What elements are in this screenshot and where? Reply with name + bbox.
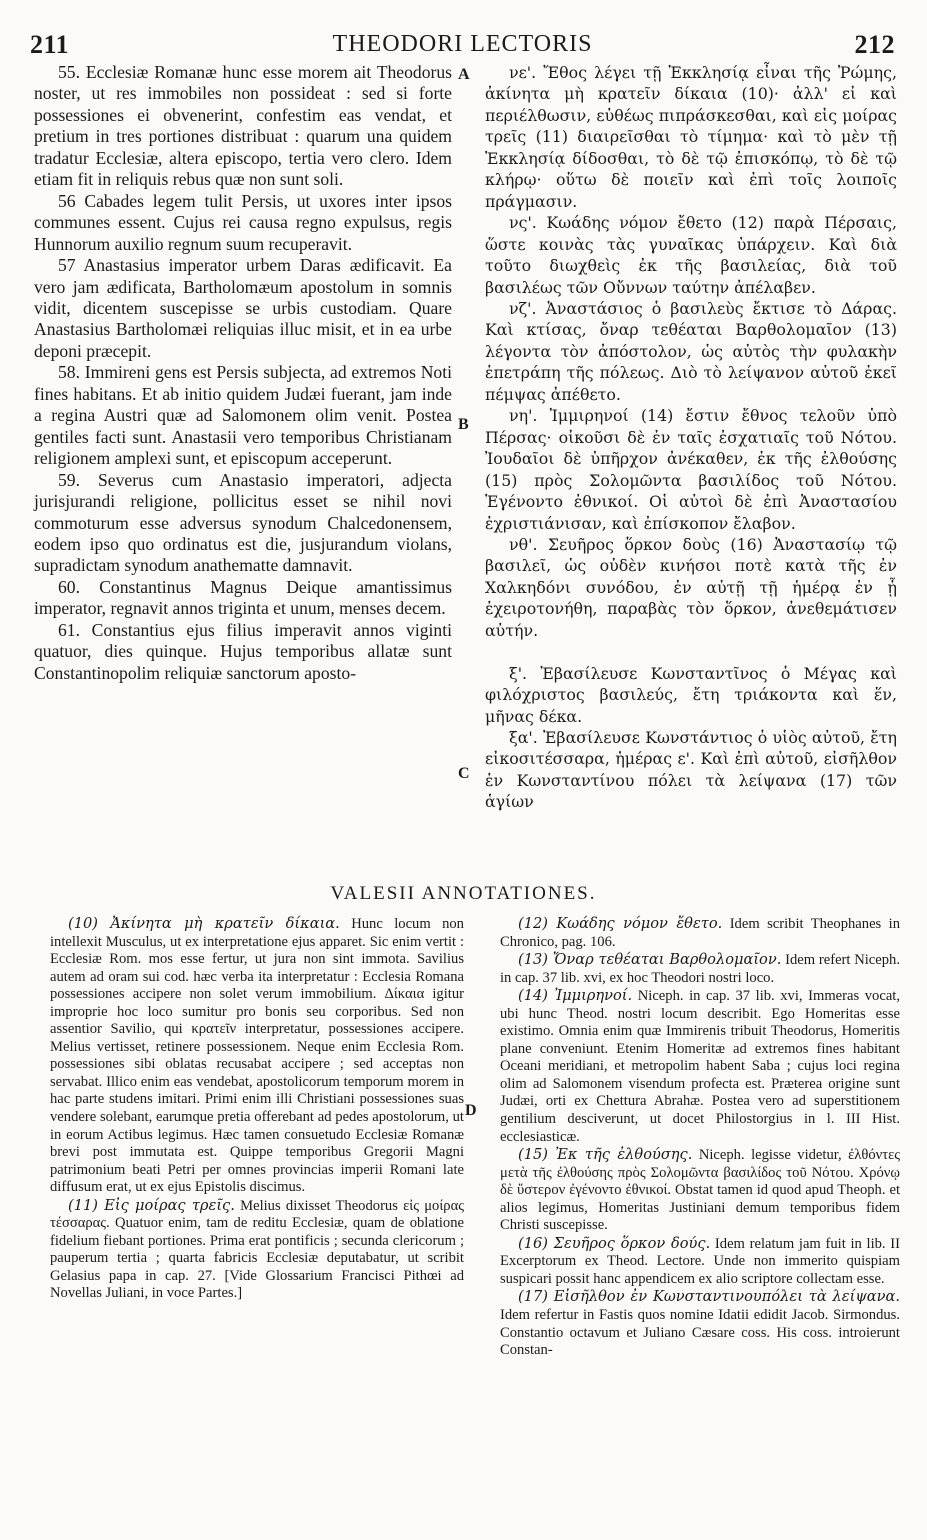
note-lemma: (13) Ὄναρ τεθέαται Βαρθολομαῖον. bbox=[518, 951, 782, 969]
latin-paragraph-58: 58. Immireni gens est Persis subjecta, ad extremos Noti fines habitans. Et ab initio quidem Judæi fuerant, jam inde a regina Austri quæ ad Salomonem olim venit. Postea gentiles facti sunt. Anastasii vero temporibus Christianam religionem amplexi sunt, et episcopum acceperunt. bbox=[34, 362, 452, 469]
left-page-number: 211 bbox=[30, 30, 70, 59]
note-13 bbox=[500, 951, 900, 987]
note-text: Niceph. in cap. 37 lib. xvi, Immeras vocat, ubi hunc Theod. nostri locum describit. Ego Homeritas esse existimo. Omnia enim quæ Immirenis tribuit Theodorus, Homeritis plane conveniunt. Etenim Homeritæ ad extremos fines habitant Oceani meridiani, et metropolim habent Saba ; cujus loci regina olim ad Salomonem visendum profecta est. Præterea origine sunt Judæi, orti ex Chettura Abrahæ. Postea vero ad superstitionem gentilium desciverunt, ut docet Philostorgius in l. III Hist. ecclesiasticæ. bbox=[500, 988, 901, 1145]
note-lemma: (16) Σευῆρος ὅρκον δούς. bbox=[518, 1234, 711, 1252]
note-17 bbox=[500, 1288, 900, 1359]
note-16 bbox=[500, 1235, 900, 1289]
greek-text-column bbox=[485, 62, 897, 870]
margin-letter-a: A bbox=[458, 66, 470, 83]
margin-letter-d: D bbox=[465, 1102, 477, 1119]
note-11 bbox=[50, 1197, 464, 1303]
note-lemma: (11) Εἰς μοίρας τρεῖς. bbox=[68, 1196, 235, 1214]
page-header bbox=[30, 30, 895, 60]
latin-paragraph-61: 61. Constantius ejus filius imperavit annos viginti quatuor, dies quinque. Hujus temporibus allatæ sunt Constantinopolim reliquiæ sanctorum aposto- bbox=[34, 619, 452, 683]
latin-paragraph-57: 57 Anastasius imperator urbem Daras ædificavit. Ea vero jam ædificata, Bartholomæum apostolum in somnis vidit, dicentem suscepisse se urbis custodiam. Quare Anastasius Bartholomæi reliquias illuc misit, et in ea urbe deponi præcepit. bbox=[34, 255, 452, 361]
running-title: THEODORI LECTORIS bbox=[332, 31, 593, 57]
note-lemma: (17) Εἰσῆλθον ἐν Κωνσταντινουπόλει τὰ λείψανα. bbox=[518, 1288, 900, 1306]
paragraph-gap bbox=[485, 641, 897, 662]
latin-paragraph-60: 60. Constantinus Magnus Deique amantissimus imperator, regnavit annos triginta et unum, menses decem. bbox=[34, 576, 452, 619]
note-text: Melius dixisset Theodorus εἰς μοίρας τέσσαρας. Quatuor enim, tam de reditu Ecclesiæ, quam de oblatione fidelium fiebant portiones. Prima erat pontificis ; secunda clericorum ; pauperum tertia ; quarta fabricis Ecclesiæ deputabatur, ut scribit Gelasius papa in cap. 27. [Vide Glossarium Francisci Pithœi ad Novellas Juliani, in voce Partes.] bbox=[50, 1197, 464, 1302]
note-text: Niceph. legisse videtur, ἐλθόντες μετὰ τῆς ἐλθούσης πρὸς Σολομῶντα βασιλίδος τοῦ Νότου. Χρόνῳ δὲ ὕστερον ἐγένοντο ἐθνικοί. Obstat tamen id quod apud Theoph. et alios legimus, Homeritas Justiniani demum temporibus fidem Christi suscepisse. bbox=[500, 1147, 900, 1234]
annotations-heading: VALESII ANNOTATIONES. bbox=[330, 883, 597, 904]
note-lemma: (10) Ἀκίνητα μὴ κρατεῖν δίκαια. bbox=[68, 915, 340, 932]
latin-paragraph-56: 56 Cabades legem tulit Persis, ut uxores inter ipsos communes essent. Cujus rei causa regno expulsus, regis Hunnorum auxilio regnum suum recuperavit. bbox=[34, 190, 452, 254]
greek-paragraph-57: νζ'. Ἀναστάσιος ὁ βασιλεὺς ἔκτισε τὸ Δάρας. Καὶ κτίσας, ὄναρ τεθέαται Βαρθολομαῖον (13) λέγοντα τὸν ἀπόστολον, ὡς αὐτὸς τὴν φυλακὴν ἐπετράπη τῆς πόλεως. Διὸ τὸ λείψανον αὐτοῦ ἐκεῖ πέμψας ἀπέθετο. bbox=[485, 298, 897, 404]
note-text: Idem refertur in Fastis quos nomine Idatii edidit Jacob. Sirmondus. Constantio octavum et Juliano Cæsare coss. His coss. introierunt Constan- bbox=[500, 1307, 900, 1359]
note-lemma: (12) Κωάδης νόμον ἔθετο. bbox=[518, 915, 723, 932]
latin-paragraph-55: 55. Ecclesiæ Romanæ hunc esse morem ait Theodorus noster, ut res immobiles non possideat : sed si forte possessiones ei obvenerint, confestim eas vendat, et pretium in tres portiones distribuat : quarum una quidem tradatur Ecclesiæ, altera episcopo, tertia vero clero. Idem etiam fit in reliquis rebus quæ non sunt soli. bbox=[34, 62, 452, 190]
greek-paragraph-56: νς'. Κωάδης νόμον ἔθετο (12) παρὰ Πέρσαις, ὥστε κοινὰς τὰς γυναῖκας ὑπάρχειν. Καὶ διὰ τοῦτο διωχθεὶς ἐκ τῆς βασιλείας, διὰ τοῦ βασιλέως τῶν Οὔννων ταύτην ἀπέλαβεν. bbox=[485, 213, 897, 297]
greek-paragraph-55: νε'. Ἔθος λέγει τῇ Ἐκκλησίᾳ εἶναι τῆς Ῥώμης, ἀκίνητα μὴ κρατεῖν δίκαια (10)· ἀλλ' εἰ καὶ περιέλθωσιν, εὐθέως πιπράσκεσθαι, καὶ εἰς μοίρας τρεῖς (11) διαιρεῖσθαι τὸ τίμημα· καὶ τὸ μὲν τῇ Ἐκκλησίᾳ δίδοσθαι, τὸ δὲ τῷ ἐπισκόπῳ, τὸ δὲ τῷ κλήρῳ· οὕτω δὲ ποιεῖν καὶ ἐπὶ τοῖς λοιποῖς πράγμασιν. bbox=[485, 63, 897, 211]
note-lemma: (14) Ἰμμιρηνοί. bbox=[518, 987, 633, 1005]
note-10 bbox=[50, 915, 464, 1197]
greek-paragraph-58: νη'. Ἰμμιρηνοί (14) ἔστιν ἔθνος τελοῦν ὑπὸ Πέρσας· οἰκοῦσι δὲ ἐν ταῖς ἐσχατιαῖς τοῦ Νότου. Ἰουδαῖοι δὲ ὑπῆρχον ἀνέκαθεν, ἐκ τῆς ἐλθούσης (15) πρὸς Σολομῶντα βασιλίδος τοῦ Νότου. Ἐγένοντο ἐθνικοί. Οἱ αὐτοὶ δὲ ἐπὶ Ἀναστασίου ἐχριστιάνισαν, καὶ ἐπίσκοπον ἔλαβον. bbox=[485, 406, 897, 533]
greek-paragraph-61: ξα'. Ἐβασίλευσε Κωνστάντιος ὁ υἱὸς αὐτοῦ, ἔτη εἰκοσιτέσσαρα, ἡμέρας ε'. Καὶ ἐπὶ αὐτοῦ, εἰσῆλθον ἐν Κωνσταντίνου πόλει τὰ λείψανα (17) τῶν ἁγίων bbox=[485, 728, 897, 812]
note-text: Idem scribit Theophanes in Chronico, pag. 106. bbox=[500, 916, 900, 950]
latin-paragraph-59: 59. Severus cum Anastasio imperatori, adjecta jurisjurandi religione, pollicitus esset se nihil novi commoturum esse adversus synodum Chalcedonensem, eodem ipso quo ordinatus est die, jusjurandum violans, supradictam synodum anathematte damnavit. bbox=[34, 469, 452, 576]
note-12 bbox=[500, 915, 900, 951]
note-15 bbox=[500, 1146, 900, 1235]
note-14 bbox=[500, 987, 900, 1146]
note-lemma: (15) Ἐκ τῆς ἐλθούσης. bbox=[518, 1146, 693, 1164]
latin-text-column bbox=[34, 62, 452, 870]
margin-letter-c: C bbox=[458, 765, 470, 782]
margin-letter-b: B bbox=[458, 416, 469, 433]
notes-right-column bbox=[500, 915, 900, 1360]
greek-paragraph-59: νθ'. Σευῆρος ὅρκον δοὺς (16) Ἀναστασίῳ τῷ βασιλεῖ, ὡς οὐδὲν κινήσοι ποτὲ κατὰ τῆς ἐν Χαλκηδόνι συνόδου, ἐν αὐτῇ τῇ ἡμέρᾳ ἐν ᾗ ἐχειροτονήθη, παραβὰς τὸν ὅρκον, ἀνεθεμάτισεν αὐτήν. bbox=[485, 534, 897, 640]
notes-left-column bbox=[50, 915, 464, 1303]
note-text: Hunc locum non intellexit Musculus, ut ex interpretatione ejus apparet. Sic enim vertit : Ecclesiæ Rom. mos esse fertur, ut jura non sint immota. Savilius autem ad oram sui cod. hæc verba ita interpretatur : Ecclesia Romana possessiones accipere non solet verum immobilium. Δίκαια igitur improprie hoc loco sumitur pro bonis seu corporibus. Sed non assentior Savilio, qui κρατεῖν interpretatur, possessiones accipere. Melius vertisset, retinere possessionem. Neque enim Ecclesia Rom. possessiones sibi oblatas recusabat accipere ; sed acceptas non servabat. Illico enim eas vendebat, apostolicorum temporum morem in hac parte studens imitari. Primi enim illi Christiani possessiones suas vendere solebant, earumque pretia offerebant ad pedes apostolorum, ut in eorum Actibus legimus. Hæc tamen consuetudo Ecclesiæ Romanæ brevi post immutata est. Quippe temporibus Gregorii Magni patrimonium beati Petri per omnes provincias imperii Romani late diffusum erat, ut ex ejus Epistolis discimus. bbox=[50, 916, 464, 1196]
greek-paragraph-60: ξ'. Ἐβασίλευσε Κωνσταντῖνος ὁ Μέγας καὶ φιλόχριστος βασιλεύς, ἔτη τριάκοντα καὶ ἕν, μῆνας δέκα. bbox=[485, 663, 897, 726]
note-text: Idem refert Niceph. in cap. 37 lib. xvi, ex hoc Theodori nostri loco. bbox=[500, 952, 901, 986]
note-text: Idem relatum jam fuit in lib. II Excerptorum ex Theod. Lectore. Unde non immerito quispiam suspicari possit hanc appendicem ex alio scriptore collectam esse. bbox=[500, 1235, 901, 1287]
right-page-number: 212 bbox=[854, 30, 895, 59]
